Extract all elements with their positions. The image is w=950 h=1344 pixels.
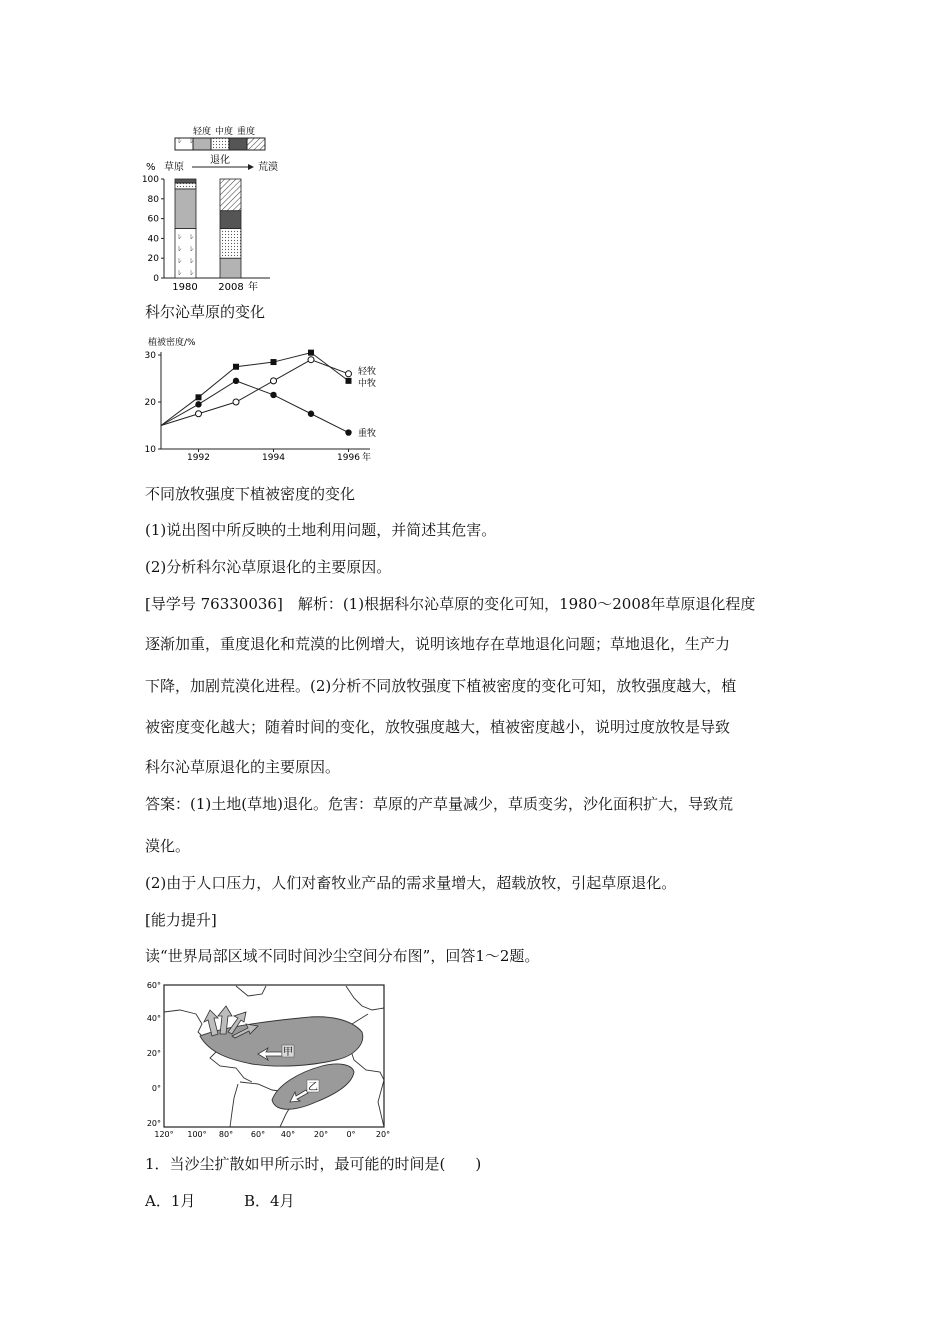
data-point-2-4	[308, 411, 314, 417]
degradation-arrowhead	[248, 164, 254, 170]
question-1: (1)说出图中所反映的土地利用问题，并简述其危害。	[145, 521, 497, 539]
lon-label-100w: 100°	[187, 1130, 207, 1139]
answer-line-3: (2)由于人口压力，人们对畜牧业产品的需求量增大，超载放牧，引起草原退化。	[145, 874, 677, 892]
data-point-2-2	[233, 378, 239, 384]
series-label-light: 轻牧	[358, 367, 377, 377]
x-tick-label: 1996	[337, 453, 360, 463]
bar-segment-1980-0	[175, 229, 196, 279]
legend-swatch-moderate	[211, 138, 229, 150]
data-point-1-5	[346, 378, 352, 384]
option-a: A．1月	[145, 1192, 196, 1210]
x-label-2008: 2008	[218, 282, 244, 293]
dust-distribution-map	[140, 980, 400, 1142]
lon-label-80w: 80°	[218, 1130, 234, 1139]
y-tick-label: 40	[147, 234, 159, 245]
vegetation-density-chart	[140, 334, 390, 464]
y-tick-label: 100	[141, 175, 159, 185]
legend-swatch-desert	[247, 138, 265, 150]
analysis-line-3: 下降，加剧荒漠化进程。(2)分析不同放牧强度下植被密度的变化可知，放牧强度越大，植	[145, 677, 737, 695]
y-tick-label: 30	[144, 351, 156, 361]
option-b: B．4月	[244, 1192, 295, 1210]
grassland-change-chart	[140, 122, 290, 294]
arrow-right-label: 荒漠	[258, 162, 278, 173]
lat-label-20n: 20°	[146, 1049, 161, 1058]
data-point-1-3	[271, 359, 277, 365]
lat-label-0: 0°	[151, 1084, 161, 1093]
lat-label-60n: 60°	[146, 981, 161, 990]
y-tick-label: 0	[153, 274, 159, 284]
analysis-line-4: 被密度变化越大；随着时间的变化，放牧强度越大，植被密度越小，说明过度放牧是导致	[145, 718, 731, 736]
section-heading: [能力提升]	[145, 911, 217, 929]
lon-label-120w: 120°	[154, 1130, 174, 1139]
arrow-left-label: 草原	[164, 162, 184, 173]
bar-segment-1980-2	[175, 183, 196, 189]
bar-segment-2008-1	[220, 258, 241, 278]
dust-map-svg	[140, 980, 400, 1142]
y-tick-label: 10	[144, 445, 156, 455]
lat-label-40n: 40°	[146, 1014, 161, 1023]
series-line-2	[161, 381, 349, 433]
chart1-caption: 科尔沁草原的变化	[145, 303, 266, 321]
x-unit: 年	[362, 453, 372, 463]
bar-segment-2008-2	[220, 229, 241, 259]
y-tick-label: 60	[147, 214, 159, 225]
answer-line-1: 答案：(1)土地(草地)退化。危害：草原的产草量减少，草质变劣，沙化面积扩大，导致荒	[145, 795, 733, 813]
lon-label-40w: 40°	[280, 1130, 296, 1139]
y-tick-label: 20	[147, 254, 159, 265]
region-a-label: 甲	[283, 1047, 293, 1058]
legend-label-moderate: 中度	[214, 127, 234, 137]
bar-segment-1980-3	[175, 179, 196, 183]
answer-line-2: 漠化。	[145, 837, 191, 855]
data-point-0-2	[233, 399, 239, 405]
lat-label-20s: 20°	[146, 1119, 161, 1128]
y-ticks	[142, 175, 164, 284]
series-lines	[161, 350, 352, 436]
lon-label-20e: 20°	[375, 1130, 391, 1139]
lon-label-0: 0°	[346, 1130, 356, 1139]
legend-label-severe: 重度	[236, 127, 256, 137]
legend-swatch-grass	[175, 138, 193, 150]
region-b-label: 乙	[308, 1082, 318, 1093]
y-axis-label: 植被密度/%	[148, 338, 196, 348]
map-intro: 读“世界局部区域不同时间沙尘空间分布图”，回答1～2题。	[145, 947, 540, 965]
data-point-0-5	[346, 371, 352, 377]
x-tick-label: 1992	[187, 453, 210, 463]
data-point-0-1	[196, 411, 202, 417]
data-point-1-4	[308, 350, 314, 356]
data-point-0-4	[308, 357, 314, 363]
legend-swatch-severe	[229, 138, 247, 150]
legend-swatch-light	[193, 138, 211, 150]
axis-ticks	[145, 351, 361, 463]
legend-label-light: 轻度	[192, 127, 212, 137]
analysis-line-1: [导学号 76330036] 解析：(1)根据科尔沁草原的变化可知，1980～2008年草原退化程度	[145, 595, 756, 613]
x-unit: 年	[248, 282, 258, 293]
y-tick-label: 80	[147, 194, 159, 205]
lon-label-60w: 60°	[250, 1130, 266, 1139]
arrow-mid-label: 退化	[210, 155, 230, 166]
bar-segment-2008-3	[220, 211, 241, 229]
data-point-2-5	[345, 429, 351, 435]
x-tick-label: 1994	[262, 453, 285, 463]
mcq-question-1: 1．当沙尘扩散如甲所示时，最可能的时间是( )	[145, 1155, 482, 1173]
series-line-0	[161, 360, 349, 426]
series-label-heavy: 重牧	[358, 429, 377, 439]
y-tick-label: 20	[144, 398, 156, 408]
data-point-2-1	[195, 401, 201, 407]
legend-swatches	[175, 138, 265, 150]
analysis-line-5: 科尔沁草原退化的主要原因。	[145, 758, 341, 776]
stacked-bars	[175, 179, 241, 278]
data-point-0-3	[271, 378, 277, 384]
lon-label-20w: 20°	[313, 1130, 329, 1139]
vegetation-density-svg	[140, 334, 390, 464]
x-label-1980: 1980	[172, 282, 198, 293]
data-point-2-3	[270, 392, 276, 398]
y-unit: %	[146, 162, 156, 173]
bar-segment-1980-1	[175, 189, 196, 229]
bar-segment-2008-4	[220, 179, 241, 211]
data-point-1-1	[196, 394, 202, 400]
analysis-line-2: 逐渐加重，重度退化和荒漠的比例增大，说明该地存在草地退化问题；草地退化，生产力	[145, 635, 731, 653]
data-point-1-2	[233, 364, 239, 370]
question-2: (2)分析科尔沁草原退化的主要原因。	[145, 558, 392, 576]
series-label-medium: 中牧	[358, 379, 377, 389]
chart2-caption: 不同放牧强度下植被密度的变化	[145, 485, 356, 503]
grassland-change-svg	[140, 122, 290, 294]
